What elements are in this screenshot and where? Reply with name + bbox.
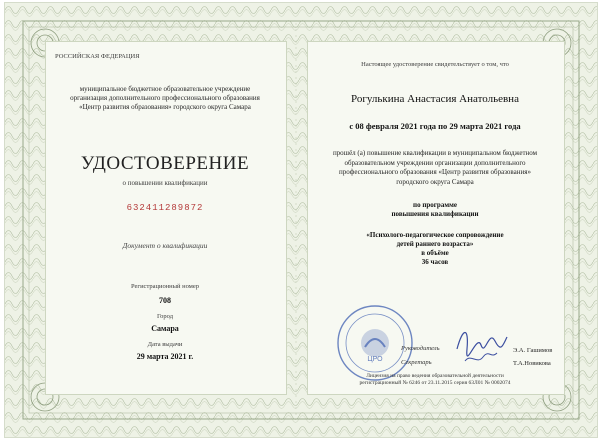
head-role: Руководитель: [401, 345, 440, 352]
signature-graphic: [451, 319, 511, 369]
body-line: образовательном учреждении организации дополнительного: [344, 158, 526, 167]
study-period: с 08 февраля 2021 года по 29 марта 2021 года: [349, 121, 521, 131]
doc-title: УДОСТОВЕРЕНИЕ: [80, 153, 250, 174]
issue-label: Дата выдачи: [147, 341, 183, 348]
issuer-line: муниципальное бюджетное образовательное учреждение: [79, 85, 251, 93]
course-line: детей раннего возраста»: [396, 240, 474, 248]
signer-2: Т.А.Новикова: [513, 360, 551, 367]
course-title: [307, 231, 563, 267]
license-info: [307, 373, 563, 387]
issuer-line: «Центр развития образования» городского округа Самара: [79, 103, 251, 111]
program-heading: [307, 201, 563, 219]
course-line: «Психолого-педагогическое сопровождение: [366, 231, 504, 239]
volume-label: в объёме: [421, 249, 449, 257]
hours-value: 36 часов: [421, 258, 449, 266]
license-line: Лицензия на право ведения образовательной деятельности: [366, 373, 504, 379]
secretary-role: Секретарь: [401, 359, 432, 366]
license-line: регистрационный № 6246 от 23.11.2015 серия 63Л01 № 0002074: [359, 380, 511, 386]
intro-text: Настоящее удостоверение свидетельствует о том, что: [361, 61, 509, 68]
reg-number: 708: [159, 296, 171, 305]
country-label: РОССИЙСКАЯ ФЕДЕРАЦИЯ: [55, 53, 140, 60]
person-name: Рогулькина Анастасия Анатольевна: [351, 93, 519, 105]
issuer-line: организация дополнительного профессионального образования: [70, 94, 260, 102]
issue-date: 29 марта 2021 г.: [136, 352, 194, 361]
body-line: прошёл (а) повышение квалификации в муниципальном бюджетном: [332, 149, 538, 157]
seal-text: ЦРО: [367, 356, 383, 363]
city-label: Город: [156, 313, 174, 320]
body-text: [307, 149, 563, 187]
issuer-block: [49, 85, 281, 112]
reg-label: Регистрационный номер: [131, 283, 199, 290]
doc-subtitle: о повышении квалификации: [122, 179, 208, 187]
certificate-sheet: [4, 2, 598, 438]
program-line: по программе: [413, 201, 457, 209]
body-line: городского округа Самара: [396, 177, 474, 186]
program-line: повышения квалификации: [391, 210, 479, 218]
official-seal: [335, 303, 415, 383]
city-value: Самара: [151, 324, 179, 333]
signer-1: Э.А. Гашимов: [513, 347, 553, 354]
body-line: профессионального образования «Центр развития образования»: [339, 168, 531, 176]
serial-number: 632411289872: [126, 203, 204, 213]
doc-type: Документ о квалификации: [122, 241, 208, 250]
